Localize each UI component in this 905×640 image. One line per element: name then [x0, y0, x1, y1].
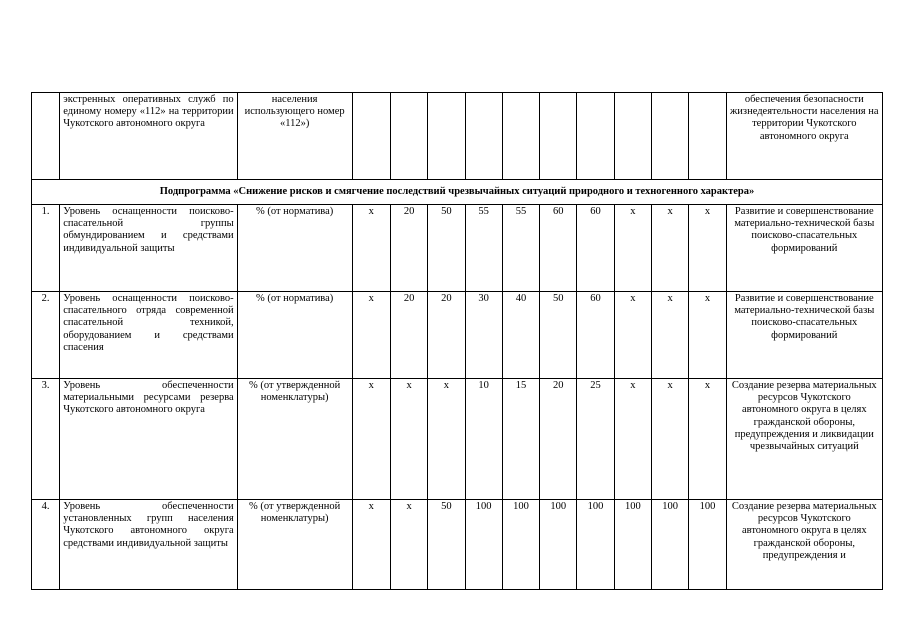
value-cell: х: [652, 379, 689, 500]
value-cell: [428, 93, 465, 180]
value-cell: [540, 93, 577, 180]
value-cell: 60: [577, 205, 614, 292]
value-cell: 25: [577, 379, 614, 500]
value-cell: [652, 93, 689, 180]
table-row-continuation: [32, 93, 883, 180]
value-cell: 50: [428, 500, 465, 590]
unit-cell: % (от норматива): [237, 292, 352, 379]
table-row: [32, 292, 883, 379]
indicator-name: экстренных оперативных служб по единому номеру «112» на территории Чукотского автономного округа: [60, 93, 237, 180]
value-cell: 40: [502, 292, 539, 379]
indicator-name: Уровень обеспеченности установленных групп населения Чукотского автономного округа средствами индивидуальной защиты: [60, 500, 237, 590]
value-cell: 10: [465, 379, 502, 500]
value-cell: [614, 93, 651, 180]
goal-cell: Развитие и совершенствование материально-технической базы поисково-спасательных формирований: [726, 205, 882, 292]
value-cell: 100: [540, 500, 577, 590]
value-cell: 60: [577, 292, 614, 379]
value-cell: 100: [689, 500, 726, 590]
value-cell: 55: [502, 205, 539, 292]
value-cell: х: [614, 292, 651, 379]
value-cell: х: [352, 292, 390, 379]
unit-cell: % (от утвержденной номенклатуры): [237, 500, 352, 590]
value-cell: 100: [577, 500, 614, 590]
value-cell: [352, 93, 390, 180]
table-body: [32, 93, 883, 590]
value-cell: 30: [465, 292, 502, 379]
value-cell: х: [390, 379, 427, 500]
value-cell: 50: [540, 292, 577, 379]
unit-cell: % (от норматива): [237, 205, 352, 292]
row-number: 4.: [32, 500, 60, 590]
value-cell: х: [614, 205, 651, 292]
value-cell: 100: [502, 500, 539, 590]
row-number: 2.: [32, 292, 60, 379]
value-cell: [502, 93, 539, 180]
goal-cell: Создание резерва материальных ресурсов Чукотского автономного округа в целях гражданской обороны, предупреждения и ликвидации чрезвычайных ситуаций: [726, 379, 882, 500]
value-cell: 55: [465, 205, 502, 292]
value-cell: х: [390, 500, 427, 590]
row-number: [32, 93, 60, 180]
unit-cell: % (от утвержденной номенклатуры): [237, 379, 352, 500]
subprogram-title: Подпрограмма «Снижение рисков и смягчение последствий чрезвычайных ситуаций природного и техногенного характера»: [32, 180, 883, 205]
indicator-name: Уровень обеспеченности материальными ресурсами резерва Чукотского автономного округа: [60, 379, 237, 500]
indicator-name: Уровень оснащенности поисково-спасательной группы обмундированием и средствами индивидуальной защиты: [60, 205, 237, 292]
value-cell: х: [689, 379, 726, 500]
table-row: [32, 205, 883, 292]
indicators-table: [31, 92, 883, 590]
value-cell: 15: [502, 379, 539, 500]
value-cell: х: [352, 379, 390, 500]
value-cell: 20: [390, 205, 427, 292]
value-cell: х: [428, 379, 465, 500]
row-number: 3.: [32, 379, 60, 500]
value-cell: 100: [614, 500, 651, 590]
value-cell: 100: [652, 500, 689, 590]
value-cell: х: [689, 205, 726, 292]
table-row: [32, 379, 883, 500]
goal-cell: Развитие и совершенствование материально-технической базы поисково-спасательных формирований: [726, 292, 882, 379]
unit-cell: населения использующего номер «112»): [237, 93, 352, 180]
indicator-name: Уровень оснащенности поисково-спасательного отряда современной спасательной техникой, оборудованием и средствами спасения: [60, 292, 237, 379]
goal-cell: обеспечения безопасности жизнедеятельности населения на территории Чукотского автономного округа: [726, 93, 882, 180]
value-cell: х: [352, 205, 390, 292]
value-cell: х: [352, 500, 390, 590]
value-cell: х: [652, 292, 689, 379]
value-cell: 20: [540, 379, 577, 500]
table-row: [32, 500, 883, 590]
value-cell: х: [652, 205, 689, 292]
value-cell: 20: [428, 292, 465, 379]
subprogram-row: [32, 180, 883, 205]
value-cell: х: [614, 379, 651, 500]
value-cell: [689, 93, 726, 180]
value-cell: 60: [540, 205, 577, 292]
row-number: 1.: [32, 205, 60, 292]
goal-cell: Создание резерва материальных ресурсов Чукотского автономного округа в целях гражданской обороны, предупреждения и: [726, 500, 882, 590]
value-cell: х: [689, 292, 726, 379]
value-cell: [577, 93, 614, 180]
value-cell: 100: [465, 500, 502, 590]
value-cell: 50: [428, 205, 465, 292]
value-cell: [390, 93, 427, 180]
value-cell: [465, 93, 502, 180]
value-cell: 20: [390, 292, 427, 379]
